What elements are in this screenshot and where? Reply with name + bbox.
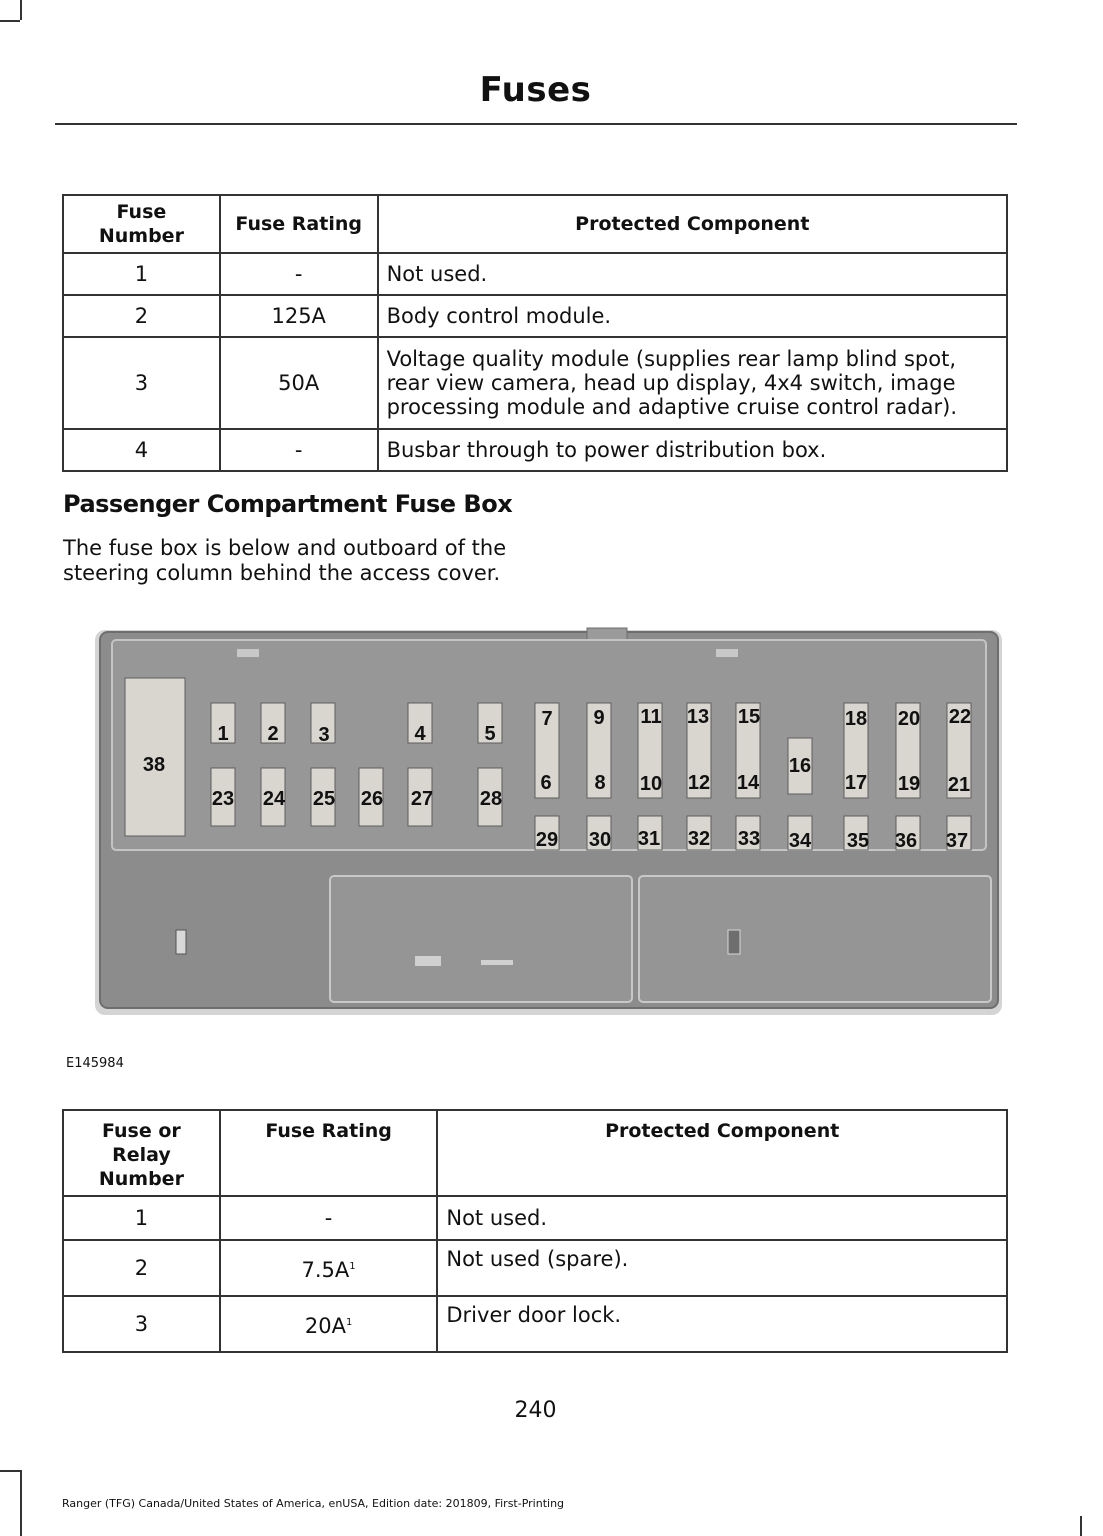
protected-component-cell: Busbar through to power distribution box.	[378, 429, 1007, 471]
fuse-3-label: 3	[318, 724, 330, 746]
fuse-rating-cell: -	[220, 253, 378, 295]
fuse-8-label: 8	[594, 772, 606, 794]
fuse-19-label: 19	[897, 773, 921, 795]
fuse-28-label: 28	[479, 788, 503, 810]
page-number: 240	[514, 1398, 557, 1423]
table-row	[63, 429, 1007, 471]
table-row	[63, 253, 1007, 295]
fuse-number-cell: 1	[63, 1196, 220, 1240]
fuse-34-label: 34	[788, 830, 812, 852]
fuse-32-label: 32	[687, 828, 711, 850]
fuse-number-cell: 2	[63, 1240, 220, 1296]
fuse-23-label: 23	[211, 788, 235, 810]
fuse-rating-cell	[220, 1240, 438, 1296]
section-heading: Passenger Compartment Fuse Box	[63, 490, 513, 518]
fuse-5-label: 5	[484, 723, 496, 745]
fuse-16-label: 16	[788, 755, 812, 777]
fuse-rating-cell: 125A	[220, 295, 378, 337]
fuse-rating-cell: 50A	[220, 337, 378, 429]
fuse-37-label: 37	[945, 830, 969, 852]
fuse-9-label: 9	[593, 707, 605, 729]
fuse-25-label: 25	[312, 788, 336, 810]
fuse-11-label: 11	[640, 706, 662, 728]
crop-mark	[0, 1470, 20, 1472]
fuse-22-label: 22	[948, 706, 972, 728]
figure-id: E145984	[66, 1056, 124, 1071]
page-title: Fuses	[479, 70, 592, 110]
table-row	[63, 1196, 1007, 1240]
fuse-rating-value: 20A	[304, 1313, 346, 1338]
crop-mark	[20, 1470, 22, 1536]
fuse-number-cell: 2	[63, 295, 220, 337]
fuse-21-label: 21	[947, 774, 971, 796]
fuse-4-label: 4	[414, 723, 426, 745]
fuse-35-label: 35	[846, 830, 870, 852]
protected-component-cell: Voltage quality module (supplies rear lamp blind spot, rear view camera, head up display, 4x4 switch, image processing module and adaptive cruise control radar).	[378, 337, 1007, 429]
fuse-30-label: 30	[588, 829, 612, 851]
fuse-26-label: 26	[360, 788, 384, 810]
protected-component-cell: Body control module.	[378, 295, 1007, 337]
table-row	[63, 1296, 1007, 1352]
table-header-row	[63, 195, 1007, 253]
fuse-number-cell: 3	[63, 1296, 220, 1352]
fuse-29-label: 29	[535, 829, 559, 851]
table-row	[63, 1240, 1007, 1296]
table-row	[63, 337, 1007, 429]
protected-component-cell: Driver door lock.	[437, 1296, 1007, 1352]
crop-mark	[1080, 1516, 1082, 1536]
fuse-38-label: 38	[142, 754, 166, 776]
section-intro: The fuse box is below and outboard of the steering column behind the access cover.	[63, 536, 507, 585]
fuse-12-label: 12	[687, 772, 711, 794]
fuse-13-label: 13	[686, 706, 710, 728]
fuse-rating-cell: -	[220, 429, 378, 471]
fuse-rating-value: 7.5A	[301, 1257, 350, 1282]
fuse-number-cell: 1	[63, 253, 220, 295]
fuse-7-label: 7	[541, 708, 553, 730]
fuse-36-label: 36	[894, 830, 918, 852]
fuse-14-label: 14	[736, 772, 760, 794]
fuse-24-label: 24	[262, 788, 286, 810]
fuse-number-cell: 3	[63, 337, 220, 429]
column-header-fuse-number: Fuse Number	[63, 195, 220, 253]
fuse-27-label: 27	[410, 788, 434, 810]
column-header-fuse-rating: Fuse Rating	[220, 195, 378, 253]
fuse-10-label: 10	[639, 773, 663, 795]
column-header-fuse-or-relay-number: Fuse or Relay Number	[63, 1110, 220, 1196]
fuse-1-label: 1	[217, 723, 229, 745]
footer-edition-info: Ranger (TFG) Canada/United States of America, enUSA, Edition date: 201809, First-Printing	[62, 1497, 565, 1510]
fuse-18-label: 18	[844, 708, 868, 730]
fuse-rating-cell	[220, 1296, 438, 1352]
fuse-6-label: 6	[540, 772, 552, 794]
column-header-fuse-rating: Fuse Rating	[220, 1110, 438, 1196]
crop-mark	[20, 0, 22, 20]
protected-component-cell: Not used.	[378, 253, 1007, 295]
fuse-31-label: 31	[637, 828, 661, 850]
column-header-protected-component: Protected Component	[437, 1110, 1007, 1196]
fuse-number-cell: 4	[63, 429, 220, 471]
table-header-row	[63, 1110, 1007, 1196]
fuse-20-label: 20	[897, 708, 921, 730]
footnote-mark: 1	[345, 1316, 353, 1328]
fuse-2-label: 2	[267, 723, 279, 745]
column-header-protected-component: Protected Component	[378, 195, 1007, 253]
passenger-compartment-fuse-table	[62, 1109, 1008, 1353]
title-rule	[55, 123, 1017, 125]
fuse-33-label: 33	[737, 828, 761, 850]
fuse-15-label: 15	[737, 706, 761, 728]
fuse-rating-cell: -	[220, 1196, 438, 1240]
fuse-17-label: 17	[844, 772, 868, 794]
crop-mark	[0, 20, 20, 22]
table-row	[63, 295, 1007, 337]
high-current-fuse-table	[62, 194, 1008, 472]
footnote-mark: 1	[349, 1260, 356, 1272]
fuse-box-diagram	[90, 618, 1010, 1023]
protected-component-cell: Not used.	[437, 1196, 1007, 1240]
protected-component-cell: Not used (spare).	[437, 1240, 1007, 1296]
